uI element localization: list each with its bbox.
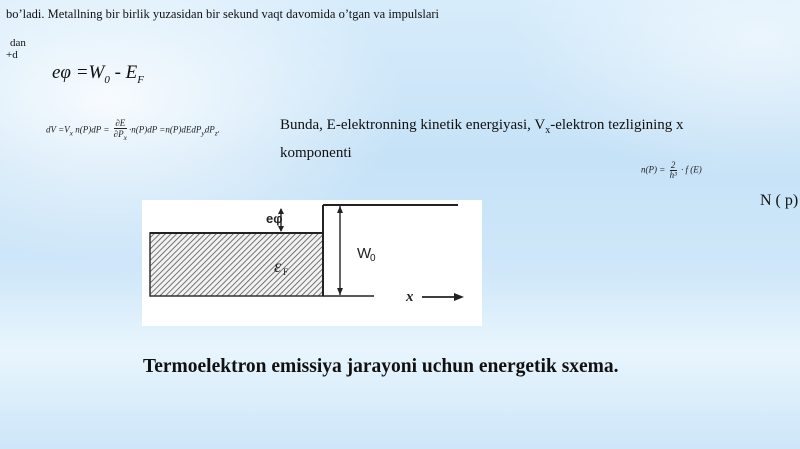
np-num: 2 <box>670 160 676 170</box>
np-fraction <box>670 161 677 180</box>
eqs-num: ∂E <box>115 118 126 128</box>
eq-lhs: eφ =W <box>52 62 105 83</box>
w0-arrow-head-top <box>337 206 343 213</box>
text-fragment-dan: dan <box>10 37 26 49</box>
eqs-p2: n(P)dP = <box>73 124 110 135</box>
x-axis-arrow-head <box>454 293 464 301</box>
energy-diagram <box>142 200 482 326</box>
label-eF: ε <box>274 256 282 276</box>
text-top-line: bo’ladi. Metallning bir birlik yuzasidan bir sekund vaqt davomida o’tgan va impulslari <box>6 7 440 21</box>
energy-diagram-svg <box>142 200 482 326</box>
eq-mid: - E <box>109 62 138 83</box>
label-eF-sub: F <box>283 267 289 277</box>
figure-caption: Termoelektron emissiya jarayoni uchun energetik sxema. <box>143 356 619 377</box>
text-n-p: N ( p) <box>760 192 799 209</box>
eqs-p3sub: y <box>201 128 205 138</box>
eqs-p1sub: x <box>69 128 73 138</box>
metal-region <box>150 233 323 296</box>
eqs-den <box>114 129 127 143</box>
bunda-sub: x <box>545 125 551 136</box>
paragraph-bunda <box>280 114 720 164</box>
eq-subF: F <box>137 73 145 86</box>
ephi-arrow-head-bottom <box>278 226 284 232</box>
eqs-den-sub: x <box>123 132 127 142</box>
eqs-den-text: ∂P <box>113 129 124 139</box>
eqs-p3: ·n(P)dP =n(P)dEdP <box>128 124 202 135</box>
np-lhs: n(P) = <box>641 164 666 175</box>
equation-dV <box>46 118 220 143</box>
equation-np <box>641 161 702 180</box>
label-w0: W <box>357 245 372 262</box>
equation-work-function <box>52 62 144 86</box>
label-ephi: eφ <box>266 211 283 226</box>
w0-arrow-head-bottom <box>337 288 343 295</box>
eqs-p4: dP <box>204 124 215 135</box>
bunda-part1: Bunda, E-elektronning kinetik energiyasi, V <box>280 117 546 133</box>
np-rhs: · f (E) <box>681 164 702 175</box>
eqs-p5: . <box>217 124 220 135</box>
label-w0-sub: 0 <box>370 253 376 264</box>
eq-sub0: 0 <box>104 73 110 86</box>
text-fragment-d: +d <box>6 49 18 61</box>
label-x: x <box>406 289 414 305</box>
eqs-p4sub: z <box>214 128 218 138</box>
np-den: h³ <box>669 170 677 180</box>
eqs-fraction <box>114 118 127 143</box>
eqs-p1: dV =V <box>46 124 70 135</box>
bunda-part2: -elektron tezligining x komponenti <box>280 117 684 161</box>
